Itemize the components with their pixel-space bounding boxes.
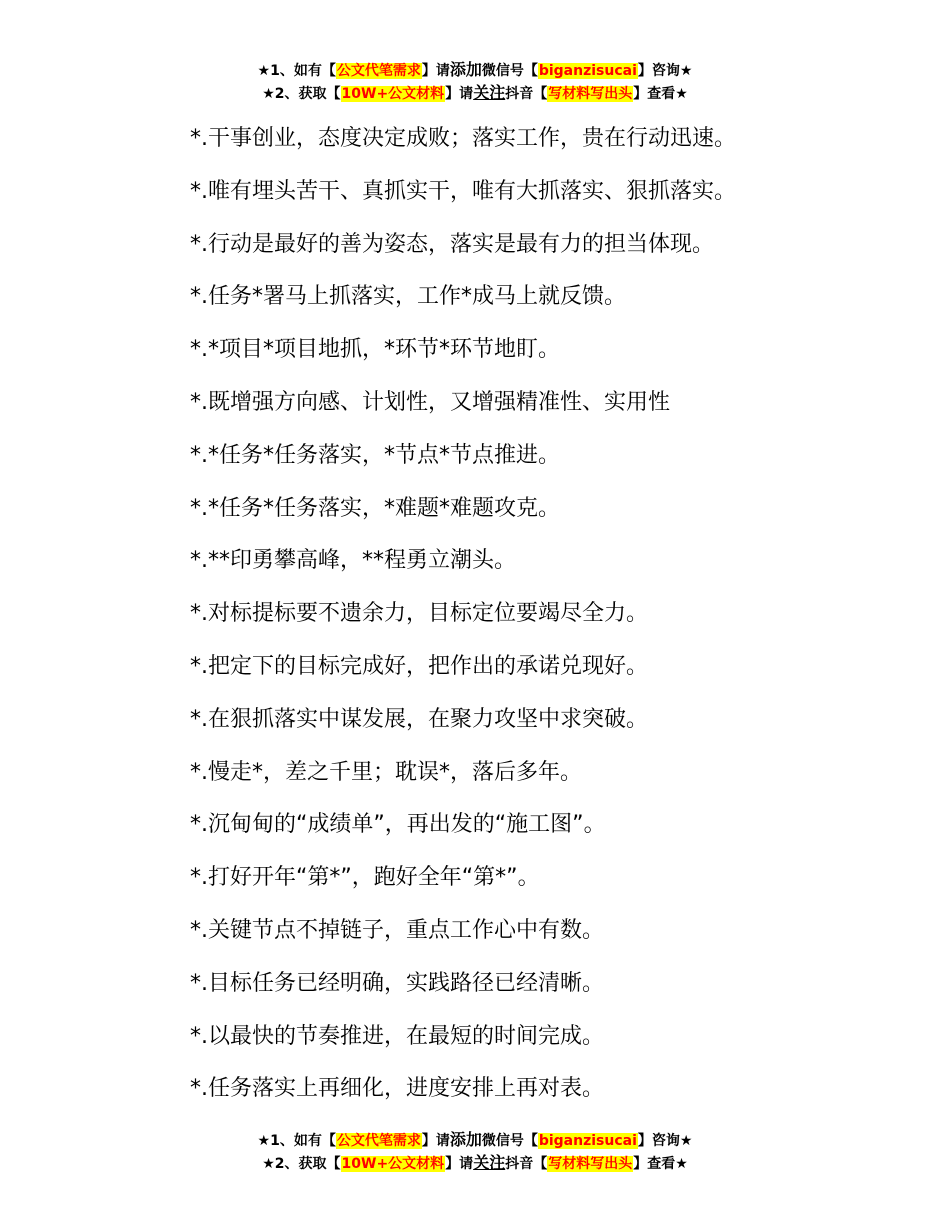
list-item: *.沉甸甸的“成绩单”，再出发的“施工图”。 [190, 812, 606, 838]
banner-text: 微信号【 [481, 1133, 538, 1149]
douyin-name: 写材料写出头 [548, 1156, 633, 1172]
list-item: *.*任务*任务落实，*节点*节点推进。 [190, 442, 560, 468]
list-item: *.*项目*项目地抓，*环节*环节地盯。 [190, 337, 560, 363]
list-item: *.在狠抓落实中谋发展，在聚力攻坚中求突破。 [190, 706, 648, 732]
emphasis-text: 添加 [449, 1130, 482, 1149]
list-item: *.唯有埋头苦干、真抓实干，唯有大抓落实、狠抓落实。 [190, 178, 736, 204]
list-item: *.对标提标要不遗余力，目标定位要竭尽全力。 [190, 601, 648, 627]
highlight-text: 10W+公文材料 [341, 86, 445, 102]
list-item: *.目标任务已经明确，实践路径已经清晰。 [190, 970, 604, 996]
list-item: *.既增强方向感、计划性，又增强精准性、实用性 [190, 389, 670, 415]
list-item: *.任务落实上再细化，进度安排上再对表。 [190, 1076, 604, 1102]
banner-text: 】请 [421, 63, 450, 79]
banner-line-1 [0, 59, 950, 82]
banner-text: 】咨询★ [637, 1133, 693, 1149]
list-item: *.打好开年“第*”，跑好全年“第*”。 [190, 865, 540, 891]
douyin-name: 写材料写出头 [548, 86, 633, 102]
list-item: *.关键节点不掉链子，重点工作心中有数。 [190, 917, 604, 943]
banner-text: 抖音【 [505, 1156, 548, 1172]
list-item: *.慢走*，差之千里；耽误*，落后多年。 [190, 759, 582, 785]
banner-text: 】请 [421, 1133, 450, 1149]
emphasis-text: 添加 [449, 60, 482, 79]
wechat-id: biganzisucai [538, 63, 637, 79]
banner-text: 】查看★ [633, 86, 688, 102]
slogan-list [190, 118, 930, 1121]
banner-line-1 [0, 1129, 950, 1152]
banner-line-2 [0, 82, 950, 105]
list-item: *.任务*署马上抓落实，工作*成马上就反馈。 [190, 284, 626, 310]
banner-line-2 [0, 1152, 950, 1175]
banner-text: 】查看★ [633, 1156, 688, 1172]
highlight-text: 10W+公文材料 [341, 1156, 445, 1172]
banner-text: ★2、获取【 [262, 1156, 341, 1172]
emphasis-text: 关注 [473, 83, 506, 102]
banner-text: ★1、如有【 [257, 63, 336, 79]
list-item: *.干事创业，态度决定成败；落实工作，贵在行动迅速。 [190, 126, 736, 151]
banner-text: 】请 [445, 1156, 474, 1172]
banner-text: 微信号【 [481, 63, 538, 79]
list-item: *.*任务*任务落实，*难题*难题攻克。 [190, 495, 560, 521]
banner-text: 】咨询★ [637, 63, 693, 79]
footer-banner [0, 1129, 950, 1175]
banner-text: ★1、如有【 [257, 1133, 336, 1149]
highlight-text: 公文代笔需求 [336, 63, 421, 79]
list-item: *.行动是最好的善为姿态，落实是最有力的担当体现。 [190, 231, 714, 257]
list-item: *.以最快的节奏推进，在最短的时间完成。 [190, 1023, 604, 1049]
wechat-id: biganzisucai [538, 1133, 637, 1149]
list-item: *.把定下的目标完成好，把作出的承诺兑现好。 [190, 653, 648, 679]
emphasis-text: 关注 [473, 1153, 506, 1172]
list-item: *.**印勇攀高峰，**程勇立潮头。 [190, 548, 516, 574]
highlight-text: 公文代笔需求 [336, 1133, 421, 1149]
banner-text: 】请 [445, 86, 474, 102]
banner-text: ★2、获取【 [262, 86, 341, 102]
banner-text: 抖音【 [505, 86, 548, 102]
header-banner [0, 59, 950, 105]
